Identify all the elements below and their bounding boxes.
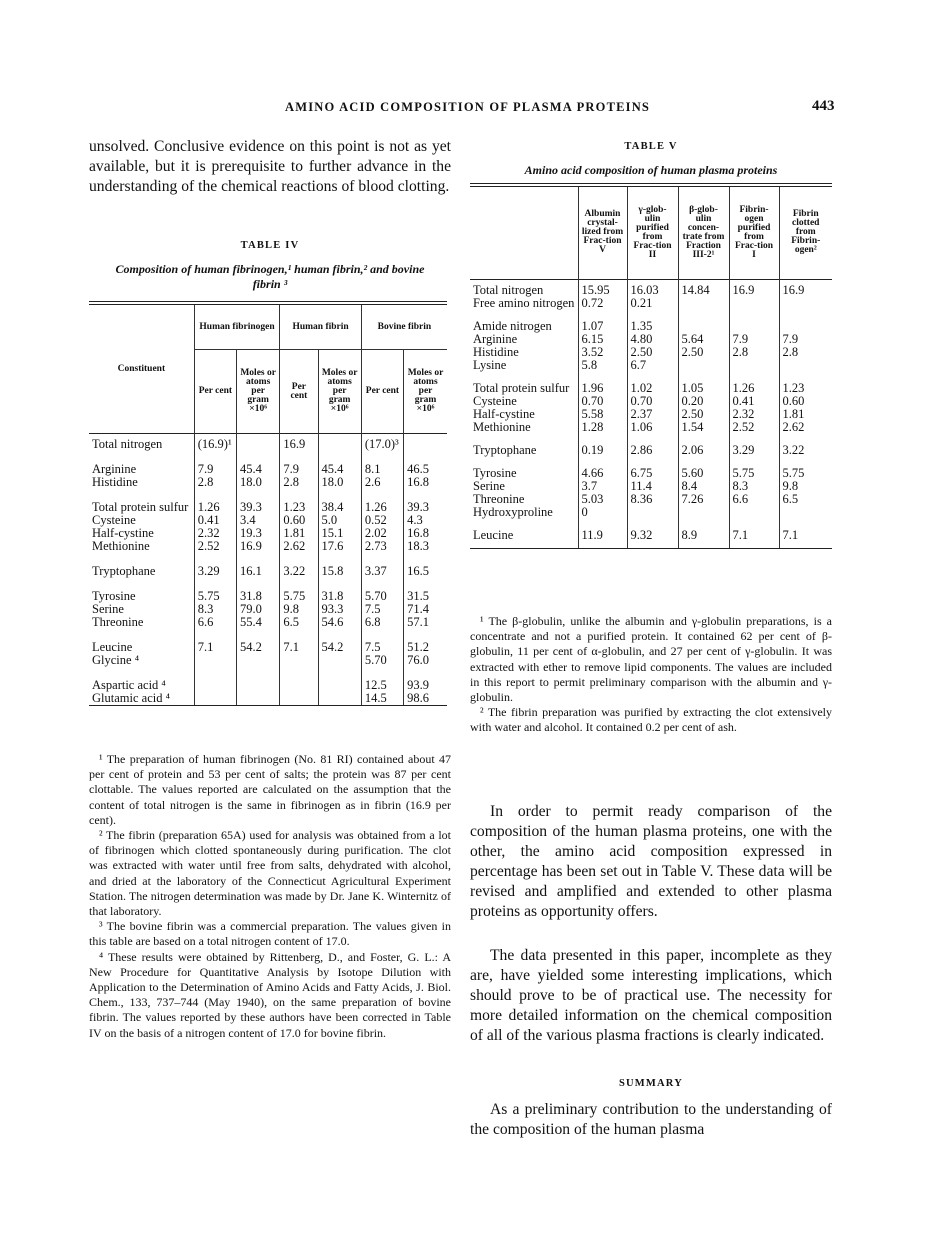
cell-value: 54.2 bbox=[318, 629, 361, 654]
cell-value: 8.4 bbox=[678, 480, 729, 493]
table4-group-header: Human fibrinogen bbox=[194, 305, 280, 350]
row-label: Leucine bbox=[473, 527, 514, 542]
cell-value bbox=[318, 667, 361, 692]
cell-value: 54.2 bbox=[237, 629, 280, 654]
table5-col-header: Albumin crystal-lized from Frac-tion V bbox=[578, 187, 627, 279]
cell-value: 3.52 bbox=[578, 346, 627, 359]
table5-col-header: β-glob-ulin concen-trate from Fraction III-2¹ bbox=[678, 187, 729, 279]
table4-sub-moles: Moles or atoms per gram ×10⁶ bbox=[404, 350, 447, 434]
cell-value bbox=[318, 692, 361, 705]
cell-value: 45.4 bbox=[237, 451, 280, 476]
row-label: Serine bbox=[473, 478, 505, 493]
cell-value: 38.4 bbox=[318, 489, 361, 514]
row-label: Amide nitrogen bbox=[473, 318, 552, 333]
cell-value: 17.6 bbox=[318, 540, 361, 553]
table-row bbox=[89, 434, 447, 452]
table4-sub-moles: Moles or atoms per gram ×10⁶ bbox=[237, 350, 280, 434]
table4-sub-percent: Per cent bbox=[361, 350, 403, 434]
cell-value: 3.29 bbox=[729, 434, 779, 457]
page-number: 443 bbox=[812, 98, 835, 114]
cell-value: 1.07 bbox=[578, 310, 627, 333]
cell-value: 5.70 bbox=[361, 578, 403, 603]
cell-value: 51.2 bbox=[404, 629, 447, 654]
paragraph-implications: The data presented in this paper, incomplete as they are, have yielded some interesting implications, which should prove to be of practical use. The necessity for more detailed information on the chemical composition of all of the various plasma fractions is clearly indicated. bbox=[470, 947, 832, 1044]
table-row bbox=[470, 421, 832, 434]
cell-value bbox=[779, 506, 832, 519]
table4-label: TABLE IV bbox=[240, 240, 300, 251]
table-row bbox=[89, 489, 447, 514]
cell-value: 79.0 bbox=[237, 603, 280, 616]
table4-header-constituent: Constituent bbox=[117, 363, 166, 374]
table4-grid bbox=[89, 305, 447, 705]
cell-value: 98.6 bbox=[404, 692, 447, 705]
cell-value: 15.95 bbox=[578, 279, 627, 297]
cell-value: 1.26 bbox=[729, 372, 779, 395]
cell-value: 16.03 bbox=[627, 279, 678, 297]
cell-value: 14.84 bbox=[678, 279, 729, 297]
cell-value: 5.64 bbox=[678, 333, 729, 346]
cell-value: 18.0 bbox=[237, 476, 280, 489]
table-row bbox=[470, 480, 832, 493]
table5-footnotes bbox=[470, 614, 832, 736]
cell-value: 2.32 bbox=[194, 527, 236, 540]
footnote: ² The fibrin (preparation 65A) used for analysis was obtained from a lot of fibrinogen which clotted spontaneously during purification. The clot was extracted with water until free from salts, dehydrated with alcohol, and dried at the laboratory of the Connecticut Agricultural Experiment Station. The nitrogen determination was made by Dr. Jane K. Winternitz of that laboratory. bbox=[89, 828, 451, 919]
row-label: Tyrosine bbox=[473, 465, 517, 480]
row-label: Half-cystine bbox=[473, 406, 535, 421]
cell-value: 0.41 bbox=[194, 514, 236, 527]
cell-value: 0.21 bbox=[627, 297, 678, 310]
cell-value: 0.60 bbox=[779, 395, 832, 408]
cell-value: 6.75 bbox=[627, 457, 678, 480]
row-label: Arginine bbox=[473, 331, 518, 346]
table-row bbox=[89, 476, 447, 489]
row-label: Tryptophane bbox=[473, 442, 537, 457]
table-row bbox=[470, 506, 832, 519]
cell-value: (17.0)³ bbox=[361, 434, 403, 452]
cell-value: 31.8 bbox=[318, 578, 361, 603]
cell-value: 2.8 bbox=[280, 476, 318, 489]
footnote: ⁴ These results were obtained by Rittenberg, D., and Foster, G. L.: A New Procedure for Quantitative Analysis by Isotope Dilution with Application to the Determination of Amino Acids and Fatty Acids, J. Biol. Chem., 133, 737–744 (May 1940), on the same preparation of bovine fibrin. The values reported by these authors have been corrected in Table IV on the basis of a nitrogen content of 17.0 for bovine fibrin. bbox=[89, 949, 451, 1040]
row-label: Free amino nitrogen bbox=[473, 295, 575, 310]
table4-footnotes bbox=[89, 752, 451, 1041]
cell-value: 7.9 bbox=[779, 333, 832, 346]
cell-value: 16.1 bbox=[237, 553, 280, 578]
cell-value: 8.3 bbox=[194, 603, 236, 616]
cell-value: 1.81 bbox=[280, 527, 318, 540]
footnote: ¹ The preparation of human fibrinogen (No. 81 RI) contained about 47 per cent of protein and 53 per cent of salts; the protein was 87 per cent clottable. The values reported are calculated on the assumption that the content of total nitrogen is the same in fibrinogen as in fibrin (16.9 per cent). bbox=[89, 752, 451, 827]
row-label: Serine bbox=[92, 602, 124, 616]
cell-value: 1.96 bbox=[578, 372, 627, 395]
cell-value bbox=[194, 692, 236, 705]
cell-value: 6.15 bbox=[578, 333, 627, 346]
footnote: ² The fibrin preparation was purified by extracting the clot extensively with water and alcohol. It contained 0.2 per cent of ash. bbox=[470, 705, 832, 735]
cell-value: 2.52 bbox=[729, 421, 779, 434]
table-row bbox=[89, 629, 447, 654]
cell-value: 5.0 bbox=[318, 514, 361, 527]
table-row bbox=[470, 408, 832, 421]
cell-value: 0.60 bbox=[280, 514, 318, 527]
row-label: Total nitrogen bbox=[473, 282, 544, 297]
cell-value: 1.81 bbox=[779, 408, 832, 421]
cell-value: 7.9 bbox=[280, 451, 318, 476]
cell-value bbox=[237, 434, 280, 452]
cell-value: 8.3 bbox=[729, 480, 779, 493]
cell-value: 2.86 bbox=[627, 434, 678, 457]
cell-value: 2.8 bbox=[729, 346, 779, 359]
cell-value bbox=[280, 654, 318, 667]
cell-value bbox=[237, 692, 280, 705]
table-row bbox=[470, 493, 832, 506]
cell-value: 16.8 bbox=[404, 527, 447, 540]
cell-value: 1.05 bbox=[678, 372, 729, 395]
cell-value: 1.06 bbox=[627, 421, 678, 434]
table4-sub-percent: Per cent bbox=[280, 350, 318, 434]
table4-group-header: Human fibrin bbox=[280, 305, 362, 350]
cell-value bbox=[280, 667, 318, 692]
row-label: Glutamic acid ⁴ bbox=[92, 691, 170, 705]
table-row bbox=[89, 451, 447, 476]
table-row bbox=[470, 359, 832, 372]
cell-value: 54.6 bbox=[318, 616, 361, 629]
cell-value: 15.8 bbox=[318, 553, 361, 578]
cell-value: 16.9 bbox=[280, 434, 318, 452]
cell-value: 16.9 bbox=[779, 279, 832, 297]
cell-value: 31.8 bbox=[237, 578, 280, 603]
cell-value: 16.9 bbox=[237, 540, 280, 553]
cell-value: 3.4 bbox=[237, 514, 280, 527]
cell-value bbox=[318, 434, 361, 452]
table-row bbox=[89, 578, 447, 603]
table-row bbox=[89, 692, 447, 705]
left-intro-paragraph: unsolved. Conclusive evidence on this point is not as yet available, but it is prerequisite to further advance in the understanding of the chemical reactions of blood clotting. bbox=[89, 138, 451, 195]
paragraph-comparison: In order to permit ready comparison of the composition of the human plasma proteins, one with the other, the amino acid composition expressed in percentage has been set out in Table V. These data will be revised and amplified and extended to other plasma proteins as opportunity offers. bbox=[470, 803, 832, 920]
cell-value: 2.73 bbox=[361, 540, 403, 553]
cell-value: 71.4 bbox=[404, 603, 447, 616]
table-row bbox=[89, 616, 447, 629]
table-row bbox=[470, 372, 832, 395]
cell-value: 7.9 bbox=[729, 333, 779, 346]
cell-value: 6.6 bbox=[729, 493, 779, 506]
cell-value: (16.9)¹ bbox=[194, 434, 236, 452]
cell-value: 2.06 bbox=[678, 434, 729, 457]
cell-value: 39.3 bbox=[237, 489, 280, 514]
cell-value: 1.02 bbox=[627, 372, 678, 395]
cell-value: 0.52 bbox=[361, 514, 403, 527]
cell-value bbox=[678, 297, 729, 310]
cell-value: 0.41 bbox=[729, 395, 779, 408]
table-row bbox=[470, 297, 832, 310]
footnote: ³ The bovine fibrin was a commercial preparation. The values given in this table are based on a total nitrogen content of 17.0. bbox=[89, 919, 451, 949]
cell-value: 1.35 bbox=[627, 310, 678, 333]
cell-value: 2.62 bbox=[280, 540, 318, 553]
cell-value: 4.3 bbox=[404, 514, 447, 527]
cell-value bbox=[237, 667, 280, 692]
cell-value bbox=[280, 692, 318, 705]
row-label: Histidine bbox=[92, 475, 138, 489]
row-label: Total protein sulfur bbox=[92, 500, 189, 514]
row-label: Tyrosine bbox=[92, 589, 136, 603]
table4-caption: Composition of human fibrinogen,¹ human fibrin,² and bovine fibrin ³ bbox=[115, 262, 425, 291]
cell-value: 9.8 bbox=[280, 603, 318, 616]
cell-value: 2.50 bbox=[678, 408, 729, 421]
cell-value: 6.5 bbox=[779, 493, 832, 506]
cell-value: 7.5 bbox=[361, 603, 403, 616]
row-label: Hydroxyproline bbox=[473, 504, 553, 519]
cell-value bbox=[729, 297, 779, 310]
cell-value bbox=[627, 506, 678, 519]
cell-value: 6.6 bbox=[194, 616, 236, 629]
cell-value: 12.5 bbox=[361, 667, 403, 692]
cell-value: 93.3 bbox=[318, 603, 361, 616]
cell-value: 8.36 bbox=[627, 493, 678, 506]
cell-value bbox=[194, 654, 236, 667]
cell-value: 16.9 bbox=[729, 279, 779, 297]
cell-value bbox=[318, 654, 361, 667]
cell-value: 7.26 bbox=[678, 493, 729, 506]
cell-value: 0.19 bbox=[578, 434, 627, 457]
cell-value: 5.60 bbox=[678, 457, 729, 480]
cell-value: 76.0 bbox=[404, 654, 447, 667]
cell-value bbox=[779, 359, 832, 372]
cell-value: 5.75 bbox=[729, 457, 779, 480]
cell-value: 1.26 bbox=[194, 489, 236, 514]
cell-value bbox=[237, 654, 280, 667]
table-row bbox=[89, 654, 447, 667]
row-label: Total nitrogen bbox=[92, 437, 163, 451]
cell-value: 6.8 bbox=[361, 616, 403, 629]
cell-value: 3.29 bbox=[194, 553, 236, 578]
cell-value: 46.5 bbox=[404, 451, 447, 476]
footnote: ¹ The β-globulin, unlike the albumin and γ-globulin preparations, is a concentrate and not a purified protein. It contained 62 per cent of β-globulin, 11 per cent of α-globulin, and 27 per cent of γ-globulin. It was extracted with ether to remove lipid components. The values are included in this report to permit preliminary comparison with the albumin and γ-globulin. bbox=[470, 614, 832, 705]
cell-value: 6.7 bbox=[627, 359, 678, 372]
table5-col-header: Fibrin clotted from Fibrin-ogen² bbox=[779, 187, 832, 279]
cell-value: 5.03 bbox=[578, 493, 627, 506]
table4-sub-moles: Moles or atoms per gram ×10⁶ bbox=[318, 350, 361, 434]
cell-value: 5.70 bbox=[361, 654, 403, 667]
row-label: Half-cystine bbox=[92, 526, 154, 540]
cell-value: 1.23 bbox=[779, 372, 832, 395]
row-label: Glycine ⁴ bbox=[92, 653, 140, 667]
table-row bbox=[89, 667, 447, 692]
cell-value: 19.3 bbox=[237, 527, 280, 540]
row-label: Threonine bbox=[92, 615, 144, 629]
cell-value: 2.50 bbox=[678, 346, 729, 359]
table-row bbox=[470, 395, 832, 408]
row-label: Cysteine bbox=[92, 513, 136, 527]
cell-value: 5.8 bbox=[578, 359, 627, 372]
cell-value: 7.1 bbox=[280, 629, 318, 654]
running-title: AMINO ACID COMPOSITION OF PLASMA PROTEINS bbox=[285, 100, 651, 114]
table-row bbox=[470, 279, 832, 297]
cell-value: 6.5 bbox=[280, 616, 318, 629]
cell-value: 7.5 bbox=[361, 629, 403, 654]
cell-value bbox=[729, 310, 779, 333]
cell-value: 2.50 bbox=[627, 346, 678, 359]
table5-caption: Amino acid composition of human plasma proteins bbox=[524, 163, 778, 177]
row-label: Lysine bbox=[473, 357, 507, 372]
cell-value: 2.37 bbox=[627, 408, 678, 421]
row-label: Total protein sulfur bbox=[473, 380, 570, 395]
cell-value: 39.3 bbox=[404, 489, 447, 514]
cell-value bbox=[404, 434, 447, 452]
table-row bbox=[470, 333, 832, 346]
cell-value: 0 bbox=[578, 506, 627, 519]
cell-value: 9.8 bbox=[779, 480, 832, 493]
cell-value: 93.9 bbox=[404, 667, 447, 692]
cell-value: 4.80 bbox=[627, 333, 678, 346]
row-label: Leucine bbox=[92, 640, 133, 654]
table4-group-header: Bovine fibrin bbox=[361, 305, 447, 350]
summary-text: As a preliminary contribution to the understanding of the composition of the human plasma bbox=[470, 1101, 832, 1138]
cell-value: 7.1 bbox=[779, 519, 832, 548]
cell-value: 57.1 bbox=[404, 616, 447, 629]
cell-value bbox=[729, 506, 779, 519]
cell-value: 14.5 bbox=[361, 692, 403, 705]
cell-value: 2.6 bbox=[361, 476, 403, 489]
table5-col-header: γ-glob-ulin purified from Frac-tion II bbox=[627, 187, 678, 279]
cell-value bbox=[779, 310, 832, 333]
cell-value: 2.02 bbox=[361, 527, 403, 540]
cell-value: 45.4 bbox=[318, 451, 361, 476]
cell-value: 8.1 bbox=[361, 451, 403, 476]
row-label: Aspartic acid ⁴ bbox=[92, 678, 166, 692]
row-label: Methionine bbox=[92, 539, 150, 553]
cell-value: 8.9 bbox=[678, 519, 729, 548]
table-row bbox=[89, 540, 447, 553]
row-label: Arginine bbox=[92, 462, 137, 476]
cell-value bbox=[678, 359, 729, 372]
cell-value: 0.20 bbox=[678, 395, 729, 408]
table5-col-header: Fibrin-ogen purified from Frac-tion I bbox=[729, 187, 779, 279]
row-label: Histidine bbox=[473, 344, 519, 359]
cell-value: 5.75 bbox=[194, 578, 236, 603]
cell-value: 11.9 bbox=[578, 519, 627, 548]
table-row bbox=[470, 310, 832, 333]
table-row bbox=[89, 553, 447, 578]
cell-value: 2.62 bbox=[779, 421, 832, 434]
cell-value: 1.26 bbox=[361, 489, 403, 514]
row-label: Threonine bbox=[473, 491, 525, 506]
table-row bbox=[470, 457, 832, 480]
table-row bbox=[470, 346, 832, 359]
table5 bbox=[470, 183, 832, 549]
cell-value: 31.5 bbox=[404, 578, 447, 603]
cell-value bbox=[729, 359, 779, 372]
cell-value: 7.1 bbox=[194, 629, 236, 654]
cell-value: 3.22 bbox=[280, 553, 318, 578]
cell-value: 2.8 bbox=[194, 476, 236, 489]
cell-value: 0.72 bbox=[578, 297, 627, 310]
cell-value bbox=[779, 297, 832, 310]
cell-value bbox=[678, 310, 729, 333]
row-label: Tryptophane bbox=[92, 564, 156, 578]
cell-value: 3.7 bbox=[578, 480, 627, 493]
cell-value: 16.8 bbox=[404, 476, 447, 489]
table4 bbox=[89, 301, 447, 706]
table-row bbox=[470, 519, 832, 548]
cell-value: 7.1 bbox=[729, 519, 779, 548]
cell-value: 11.4 bbox=[627, 480, 678, 493]
cell-value: 5.58 bbox=[578, 408, 627, 421]
table5-label: TABLE V bbox=[624, 141, 678, 152]
cell-value: 15.1 bbox=[318, 527, 361, 540]
cell-value: 1.54 bbox=[678, 421, 729, 434]
cell-value: 2.32 bbox=[729, 408, 779, 421]
cell-value: 7.9 bbox=[194, 451, 236, 476]
table4-sub-percent: Per cent bbox=[194, 350, 236, 434]
cell-value: 18.3 bbox=[404, 540, 447, 553]
cell-value: 2.8 bbox=[779, 346, 832, 359]
cell-value bbox=[194, 667, 236, 692]
cell-value: 3.37 bbox=[361, 553, 403, 578]
table5-grid bbox=[470, 187, 832, 548]
cell-value: 1.28 bbox=[578, 421, 627, 434]
table-row bbox=[470, 434, 832, 457]
cell-value: 5.75 bbox=[779, 457, 832, 480]
cell-value: 0.70 bbox=[627, 395, 678, 408]
cell-value: 3.22 bbox=[779, 434, 832, 457]
cell-value: 55.4 bbox=[237, 616, 280, 629]
cell-value: 1.23 bbox=[280, 489, 318, 514]
cell-value: 0.70 bbox=[578, 395, 627, 408]
cell-value: 18.0 bbox=[318, 476, 361, 489]
cell-value: 2.52 bbox=[194, 540, 236, 553]
row-label: Cysteine bbox=[473, 393, 517, 408]
row-label: Methionine bbox=[473, 419, 531, 434]
cell-value: 4.66 bbox=[578, 457, 627, 480]
cell-value bbox=[678, 506, 729, 519]
cell-value: 9.32 bbox=[627, 519, 678, 548]
summary-heading: SUMMARY bbox=[618, 1078, 684, 1089]
cell-value: 16.5 bbox=[404, 553, 447, 578]
cell-value: 5.75 bbox=[280, 578, 318, 603]
